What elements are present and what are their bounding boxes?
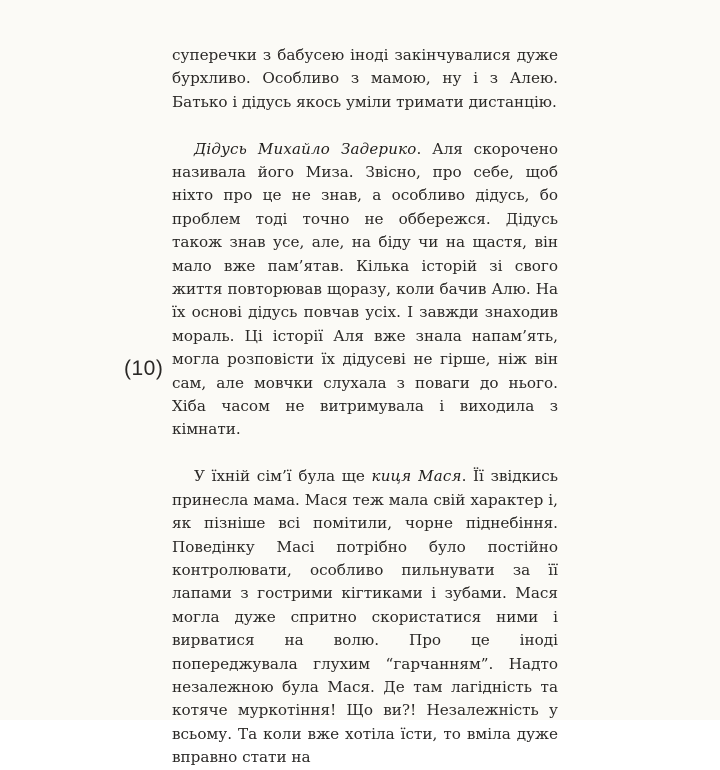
paragraph-2: [172, 138, 558, 442]
paragraph-3: [172, 465, 558, 769]
paragraph-1: [172, 44, 558, 114]
page-number: (10): [124, 357, 164, 380]
paragraph-3-lead: У їхній сім’ї була ще: [194, 467, 372, 486]
paragraph-2-text: . Аля скорочено називала його Миза. Звісно, про себе, щоб ніхто про це не знав, а особливо дідусь, бо проблем тоді точно не оббережся. Дідусь також знав усе, але, на біду чи на щастя, він мало вже пам’ятав. Кілька історій зі свого життя повторював щоразу, коли бачив Алю. На їх основі дідусь повчав усіх. І завжди знаходив мораль. Ці історії Аля вже знала напам’ять, могла розповісти їх дідусеві не гірше, ніж він сам, але мовчки слухала з поваги до нього. Хіба часом не витримувала і виходила з кімнати.: [172, 139, 558, 439]
page-text: [172, 44, 558, 770]
character-name-grandpa: Дідусь Михайло Задерико: [194, 139, 417, 158]
paragraph-1-text: суперечки з бабусею іноді закінчувалися дуже бурхливо. Особливо з мамою, ну і з Алею. Батько і дідусь якось уміли тримати дистанцію.: [172, 46, 558, 111]
paragraph-3-text: . Її звідкись принесла мама. Мася теж мала свій характер і, як пізніше всі помітили, чорне піднебіння. Поведінку Масі потрібно було постійно контролювати, особливо пильнувати за її лапами з гострими кігтиками і зубами. Мася могла дуже спритно скористатися ними і вирватися на волю. Про це іноді попереджувала глухим “гарчанням”. Надто незалежною була Мася. Де там лагідність та котяче муркотіння! Що ви?! Незалежність у всьому. Та коли вже хотіла їсти, то вміла дуже вправно стати на: [172, 467, 559, 767]
character-name-cat: киця Мася: [371, 467, 462, 486]
